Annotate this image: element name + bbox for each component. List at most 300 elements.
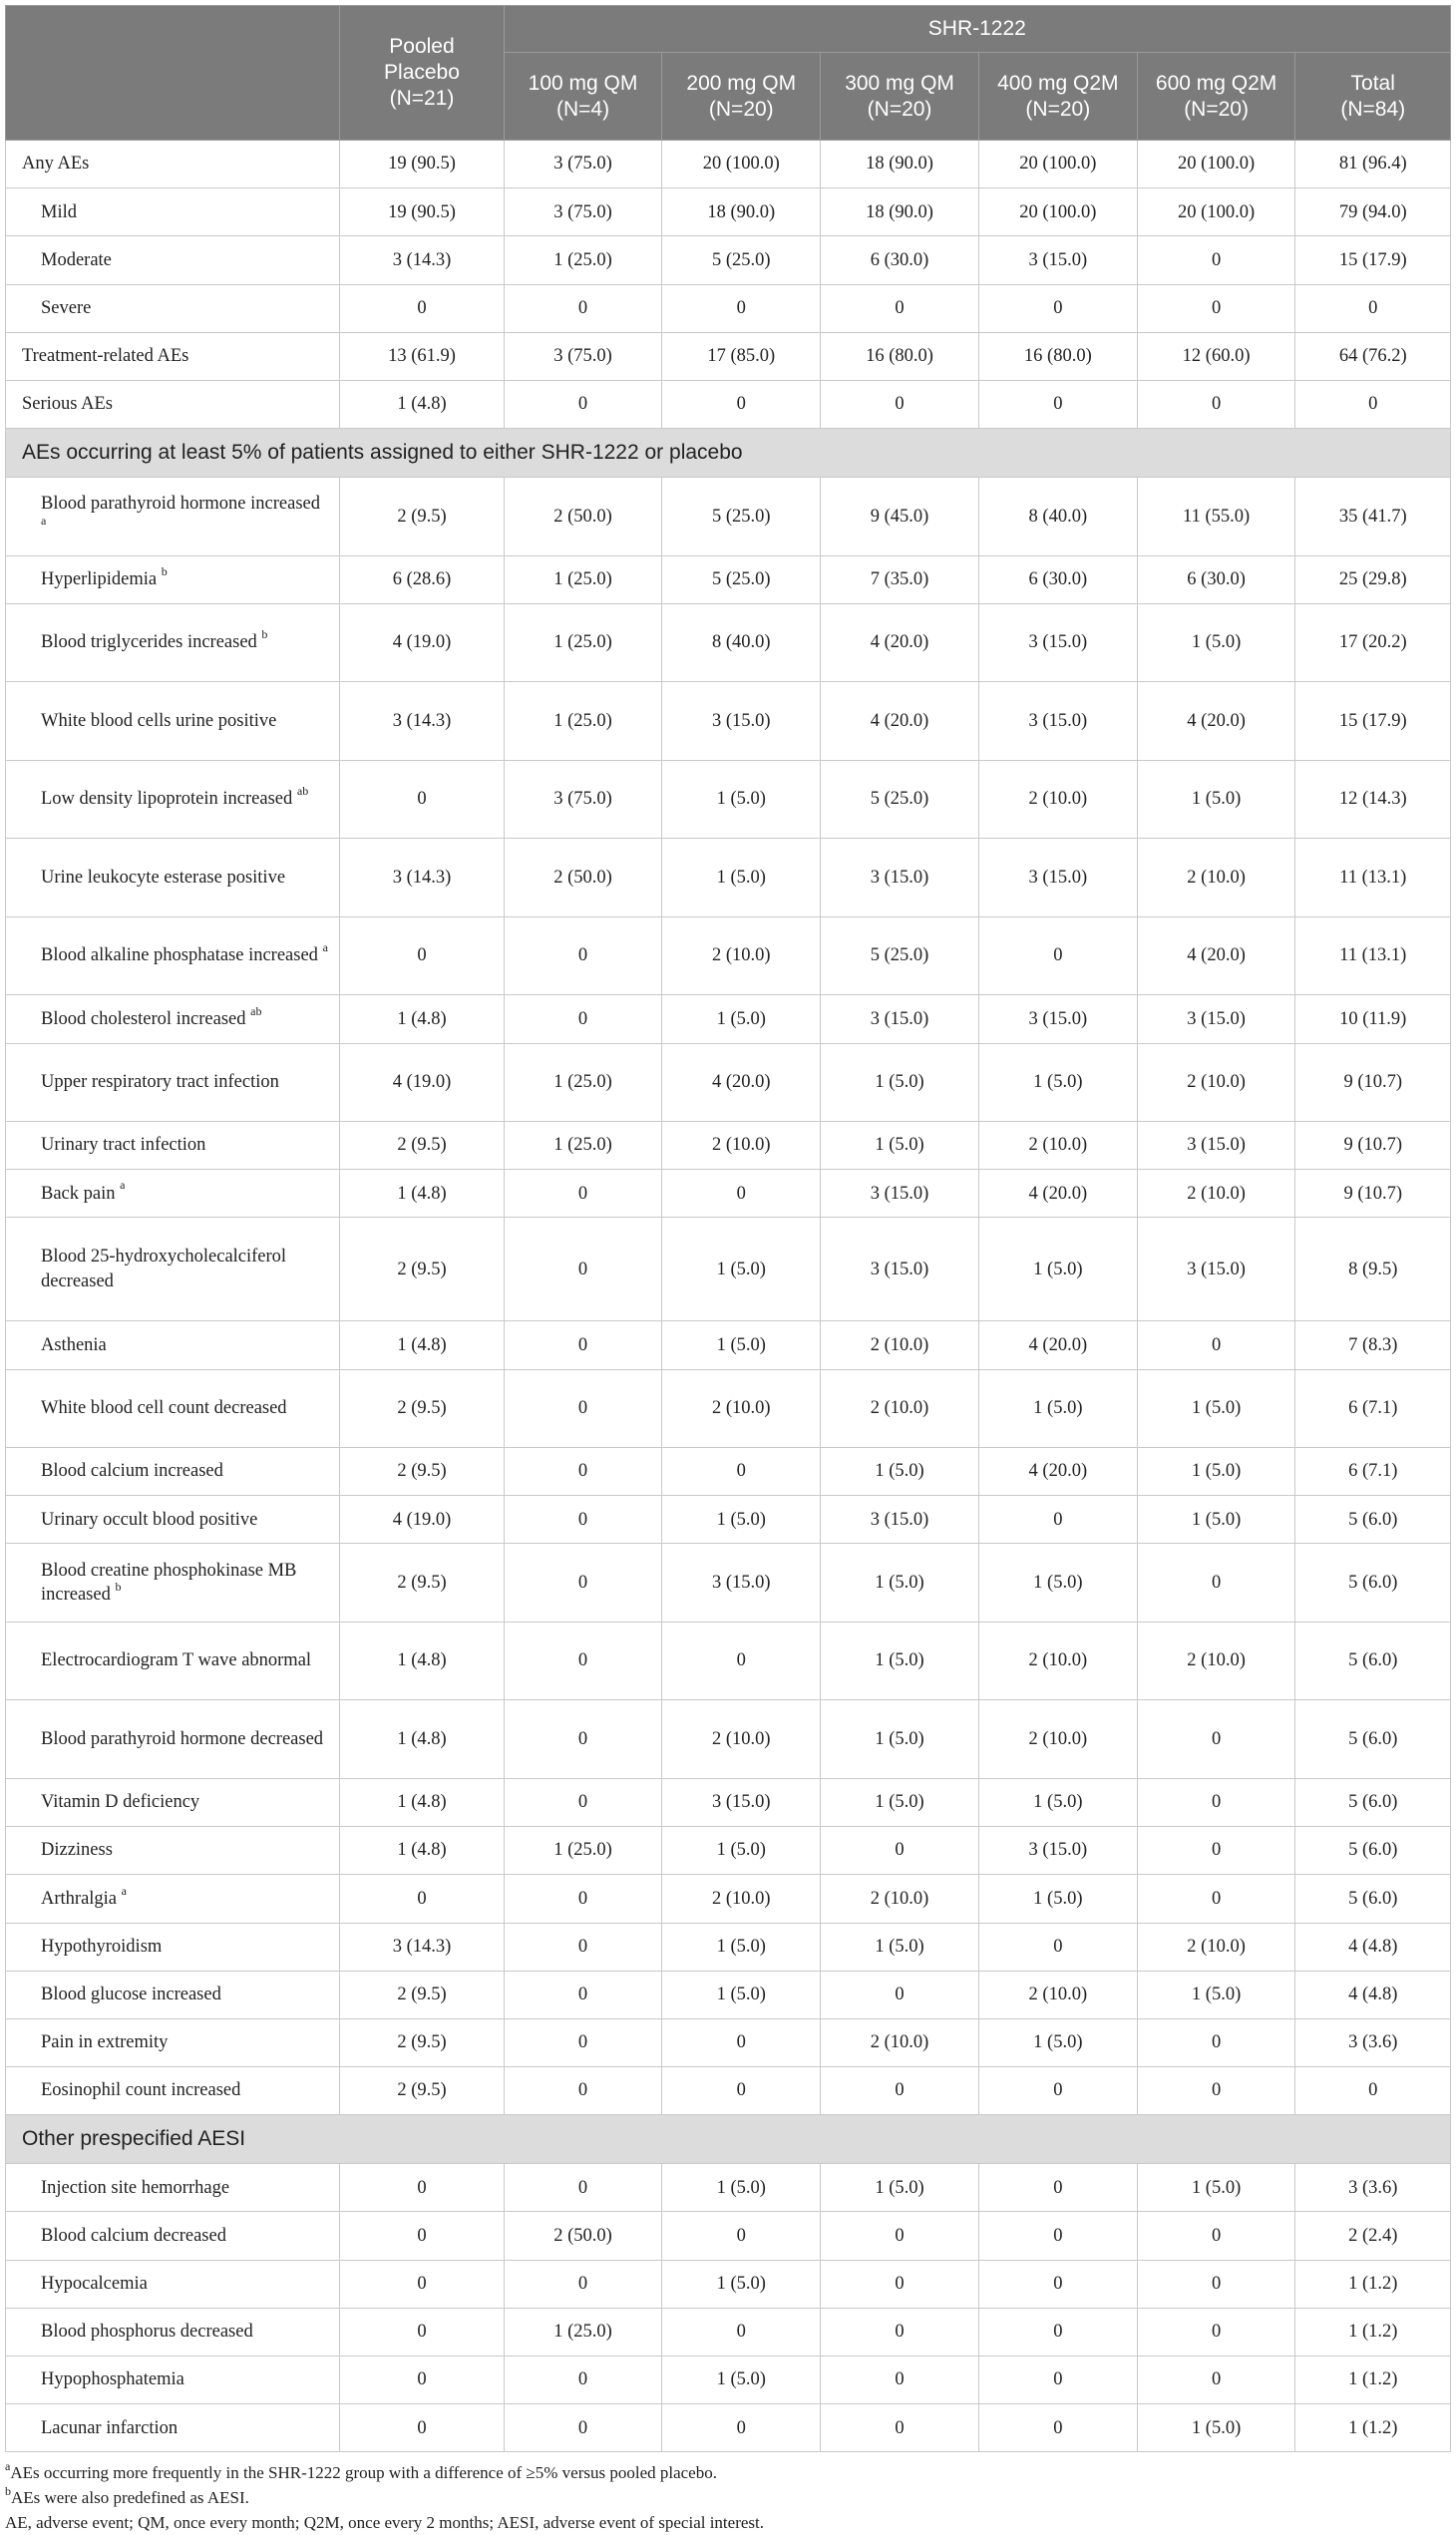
table-cell: 5 (25.0) xyxy=(821,916,979,995)
table-cell: 5 (6.0) xyxy=(1295,1544,1451,1623)
table-cell: 1 (5.0) xyxy=(821,1622,979,1700)
table-cell: 3 (15.0) xyxy=(821,1496,979,1544)
table-cell: 3 (14.3) xyxy=(340,1923,504,1971)
table-row xyxy=(6,2356,1451,2404)
table-cell: 0 xyxy=(662,2018,821,2066)
table-row xyxy=(6,236,1451,284)
row-label: Mild xyxy=(41,201,77,222)
table-cell: 1 (5.0) xyxy=(662,1321,821,1369)
table-cell: 6 (7.1) xyxy=(1295,1369,1451,1448)
table-cell: 2 (10.0) xyxy=(978,760,1137,839)
table-cell: 1 (4.8) xyxy=(340,995,504,1043)
row-label: Moderate xyxy=(41,249,112,270)
table-cell: 0 xyxy=(1137,1321,1295,1369)
table-cell: 0 xyxy=(662,2212,821,2260)
table-cell: 0 xyxy=(1137,2308,1295,2355)
header-dose-column: 400 mg Q2M (N=20) xyxy=(978,53,1137,141)
table-cell: 1 (5.0) xyxy=(1137,1971,1295,2018)
table-cell: 5 (6.0) xyxy=(1295,1827,1451,1875)
row-label: Serious AEs xyxy=(22,394,113,415)
table-cell: 12 (60.0) xyxy=(1137,332,1295,380)
row-label: Blood glucose increased xyxy=(41,1985,221,2005)
row-label-cell xyxy=(6,2018,340,2066)
table-cell: 16 (80.0) xyxy=(978,332,1137,380)
table-cell: 1 (5.0) xyxy=(662,760,821,839)
table-cell: 3 (15.0) xyxy=(662,1544,821,1623)
table-cell: 1 (5.0) xyxy=(821,1700,979,1779)
table-cell: 2 (9.5) xyxy=(340,2067,504,2115)
table-row xyxy=(6,1321,1451,1369)
table-cell: 4 (20.0) xyxy=(978,1448,1137,1496)
footnote-text: AE, adverse event; QM, once every month; Q2M, once every 2 months; AESI, adverse event of special interest. xyxy=(5,2513,764,2533)
table-row xyxy=(6,555,1451,603)
row-label-cell xyxy=(6,2356,340,2404)
row-label-cell xyxy=(6,1218,340,1321)
table-cell: 0 xyxy=(1137,1875,1295,1923)
table-cell: 0 xyxy=(821,284,979,332)
row-label-cell xyxy=(6,284,340,332)
table-row xyxy=(6,1778,1451,1826)
row-label: Hypothyroidism xyxy=(41,1936,163,1957)
table-cell: 1 (5.0) xyxy=(821,1448,979,1496)
table-cell: 0 xyxy=(340,2356,504,2404)
row-label: White blood cells urine positive xyxy=(41,710,277,731)
footnote-marker: a xyxy=(41,513,47,528)
table-cell: 0 xyxy=(504,380,662,428)
header-dose-column: Total (N=84) xyxy=(1295,53,1451,141)
row-label-cell xyxy=(6,1778,340,1826)
row-label-cell xyxy=(6,1700,340,1779)
table-cell: 15 (17.9) xyxy=(1295,236,1451,284)
table-row xyxy=(6,141,1451,188)
adverse-events-table xyxy=(5,5,1451,2452)
row-label-cell xyxy=(6,236,340,284)
table-cell: 2 (50.0) xyxy=(504,839,662,917)
table-cell: 7 (35.0) xyxy=(821,555,979,603)
table-cell: 4 (20.0) xyxy=(662,1043,821,1122)
table-cell: 5 (6.0) xyxy=(1295,1700,1451,1779)
table-cell: 0 xyxy=(1295,2067,1451,2115)
table-cell: 4 (19.0) xyxy=(340,603,504,682)
table-cell: 2 (10.0) xyxy=(821,1321,979,1369)
table-cell: 0 xyxy=(978,2356,1137,2404)
table-cell: 16 (80.0) xyxy=(821,332,979,380)
row-label-cell xyxy=(6,1170,340,1218)
table-cell: 1 (5.0) xyxy=(978,1544,1137,1623)
table-cell: 1 (1.2) xyxy=(1295,2260,1451,2308)
footnote-mark: b xyxy=(5,2483,11,2498)
row-label: Electrocardiogram T wave abnormal xyxy=(41,1650,312,1671)
table-cell: 0 xyxy=(821,2260,979,2308)
footnote-text: AEs were also predefined as AESI. xyxy=(11,2488,249,2508)
table-cell: 1 (5.0) xyxy=(1137,2404,1295,2452)
table-cell: 1 (5.0) xyxy=(1137,2164,1295,2212)
table-row xyxy=(6,1622,1451,1700)
table-cell: 0 xyxy=(504,1622,662,1700)
row-label: Any AEs xyxy=(22,154,90,175)
footnote-marker: a xyxy=(121,1883,127,1898)
table-cell: 2 (10.0) xyxy=(978,1122,1137,1170)
table-cell: 0 xyxy=(1137,2067,1295,2115)
table-row xyxy=(6,1971,1451,2018)
table-cell: 3 (15.0) xyxy=(821,995,979,1043)
table-cell: 20 (100.0) xyxy=(978,141,1137,188)
table-cell: 11 (13.1) xyxy=(1295,839,1451,917)
row-label: Blood calcium increased xyxy=(41,1461,223,1482)
table-row xyxy=(6,1369,1451,1448)
table-row xyxy=(6,2067,1451,2115)
table-cell: 1 (5.0) xyxy=(1137,1496,1295,1544)
table-cell: 1 (5.0) xyxy=(821,1778,979,1826)
table-cell: 5 (6.0) xyxy=(1295,1778,1451,1826)
table-cell: 0 xyxy=(1137,2212,1295,2260)
table-cell: 15 (17.9) xyxy=(1295,682,1451,761)
row-label: Lacunar infarction xyxy=(41,2417,179,2438)
table-cell: 1 (5.0) xyxy=(662,1923,821,1971)
table-cell: 0 xyxy=(1137,284,1295,332)
table-row xyxy=(6,603,1451,682)
table-cell: 1 (4.8) xyxy=(340,1778,504,1826)
table-cell: 1 (5.0) xyxy=(821,1122,979,1170)
footnote-marker: ab xyxy=(250,1003,262,1018)
table-cell: 2 (10.0) xyxy=(1137,839,1295,917)
row-label-cell xyxy=(6,916,340,995)
table-cell: 0 xyxy=(821,2067,979,2115)
table-cell: 0 xyxy=(1137,1700,1295,1779)
table-row xyxy=(6,1923,1451,1971)
table-cell: 3 (15.0) xyxy=(662,682,821,761)
table-cell: 0 xyxy=(340,2164,504,2212)
table-cell: 0 xyxy=(662,1622,821,1700)
table-cell: 79 (94.0) xyxy=(1295,188,1451,236)
table-cell: 0 xyxy=(504,995,662,1043)
header-pooled-placebo: Pooled Placebo (N=21) xyxy=(340,6,504,141)
row-label: Dizziness xyxy=(41,1840,113,1861)
row-label-cell xyxy=(6,1369,340,1448)
table-cell: 4 (4.8) xyxy=(1295,1923,1451,1971)
table-cell: 0 xyxy=(1295,380,1451,428)
row-label-cell xyxy=(6,1971,340,2018)
table-row xyxy=(6,995,1451,1043)
row-label: Injection site hemorrhage xyxy=(41,2177,230,2198)
table-cell: 3 (3.6) xyxy=(1295,2164,1451,2212)
table-cell: 0 xyxy=(340,2212,504,2260)
row-label: Blood creatine phosphokinase MB increased xyxy=(41,1560,297,1606)
table-cell: 0 xyxy=(504,284,662,332)
table-cell: 3 (15.0) xyxy=(821,1218,979,1321)
table-cell: 5 (6.0) xyxy=(1295,1496,1451,1544)
row-label: Vitamin D deficiency xyxy=(41,1792,200,1813)
row-label-cell xyxy=(6,2067,340,2115)
row-label: Blood triglycerides increased xyxy=(41,632,257,653)
table-cell: 0 xyxy=(340,2404,504,2452)
table-cell: 17 (85.0) xyxy=(662,332,821,380)
table-cell: 5 (25.0) xyxy=(821,760,979,839)
row-label: Hyperlipidemia xyxy=(41,568,158,589)
table-cell: 5 (25.0) xyxy=(662,555,821,603)
table-cell: 9 (45.0) xyxy=(821,478,979,556)
table-cell: 0 xyxy=(662,1448,821,1496)
row-label-cell xyxy=(6,1496,340,1544)
table-cell: 3 (15.0) xyxy=(978,603,1137,682)
table-cell: 1 (25.0) xyxy=(504,682,662,761)
table-cell: 1 (25.0) xyxy=(504,1122,662,1170)
table-cell: 2 (10.0) xyxy=(821,1875,979,1923)
table-cell: 0 xyxy=(340,2308,504,2355)
table-cell: 9 (10.7) xyxy=(1295,1043,1451,1122)
table-cell: 11 (13.1) xyxy=(1295,916,1451,995)
footnote-marker: a xyxy=(322,940,328,955)
table-cell: 3 (15.0) xyxy=(1137,1122,1295,1170)
table-row xyxy=(6,2260,1451,2308)
row-label-cell xyxy=(6,1043,340,1122)
row-label-cell xyxy=(6,1622,340,1700)
table-cell: 2 (10.0) xyxy=(978,1700,1137,1779)
table-cell: 0 xyxy=(504,2356,662,2404)
table-row xyxy=(6,839,1451,917)
table-cell: 9 (10.7) xyxy=(1295,1122,1451,1170)
table-cell: 1 (25.0) xyxy=(504,2308,662,2355)
table-row xyxy=(6,1827,1451,1875)
table-cell: 5 (6.0) xyxy=(1295,1875,1451,1923)
table-row xyxy=(6,2164,1451,2212)
table-cell: 3 (15.0) xyxy=(978,1827,1137,1875)
table-cell: 1 (5.0) xyxy=(821,2164,979,2212)
row-label: White blood cell count decreased xyxy=(41,1398,287,1419)
table-cell: 4 (20.0) xyxy=(821,682,979,761)
table-row xyxy=(6,284,1451,332)
table-cell: 6 (28.6) xyxy=(340,555,504,603)
table-cell: 1 (25.0) xyxy=(504,236,662,284)
row-label-cell xyxy=(6,141,340,188)
table-cell: 1 (5.0) xyxy=(1137,1369,1295,1448)
table-cell: 20 (100.0) xyxy=(662,141,821,188)
table-cell: 0 xyxy=(504,1971,662,2018)
table-row xyxy=(6,1544,1451,1623)
table-cell: 0 xyxy=(340,760,504,839)
table-cell: 0 xyxy=(978,284,1137,332)
table-row xyxy=(6,2018,1451,2066)
table-cell: 0 xyxy=(504,1448,662,1496)
table-cell: 0 xyxy=(821,2212,979,2260)
row-label: Urinary tract infection xyxy=(41,1135,206,1156)
table-cell: 35 (41.7) xyxy=(1295,478,1451,556)
table-cell: 2 (10.0) xyxy=(978,1622,1137,1700)
table-cell: 3 (14.3) xyxy=(340,682,504,761)
table-cell: 2 (10.0) xyxy=(662,1875,821,1923)
header-row-label xyxy=(6,6,340,141)
table-cell: 17 (20.2) xyxy=(1295,603,1451,682)
table-cell: 0 xyxy=(504,916,662,995)
table-cell: 81 (96.4) xyxy=(1295,141,1451,188)
table-cell: 0 xyxy=(340,2260,504,2308)
table-cell: 0 xyxy=(662,284,821,332)
table-cell: 0 xyxy=(821,1971,979,2018)
footnote-marker: b xyxy=(115,1580,122,1595)
table-cell: 4 (4.8) xyxy=(1295,1971,1451,2018)
table-header xyxy=(6,6,1451,141)
table-row xyxy=(6,2212,1451,2260)
section-label: Other prespecified AESI xyxy=(6,2115,1451,2164)
row-label-cell xyxy=(6,603,340,682)
table-cell: 8 (9.5) xyxy=(1295,1218,1451,1321)
table-row xyxy=(6,916,1451,995)
table-cell: 0 xyxy=(978,2164,1137,2212)
table-cell: 2 (10.0) xyxy=(978,1971,1137,2018)
row-label-cell xyxy=(6,1875,340,1923)
row-label-cell xyxy=(6,2260,340,2308)
table-cell: 0 xyxy=(978,2404,1137,2452)
table-cell: 1 (5.0) xyxy=(662,2164,821,2212)
table-cell: 2 (2.4) xyxy=(1295,2212,1451,2260)
table-cell: 18 (90.0) xyxy=(662,188,821,236)
row-label-cell xyxy=(6,380,340,428)
table-cell: 0 xyxy=(1137,236,1295,284)
row-label: Blood parathyroid hormone decreased xyxy=(41,1728,324,1749)
table-cell: 2 (10.0) xyxy=(1137,1170,1295,1218)
table-row xyxy=(6,1043,1451,1122)
table-row xyxy=(6,1122,1451,1170)
table-cell: 25 (29.8) xyxy=(1295,555,1451,603)
table-cell: 1 (25.0) xyxy=(504,603,662,682)
table-row xyxy=(6,1448,1451,1496)
table-cell: 0 xyxy=(978,2212,1137,2260)
row-label: Eosinophil count increased xyxy=(41,2080,241,2101)
table-cell: 3 (15.0) xyxy=(978,682,1137,761)
table-cell: 20 (100.0) xyxy=(1137,141,1295,188)
table-row xyxy=(6,188,1451,236)
table-cell: 0 xyxy=(821,380,979,428)
table-cell: 0 xyxy=(1137,1827,1295,1875)
table-cell: 5 (25.0) xyxy=(662,478,821,556)
table-cell: 0 xyxy=(1137,1778,1295,1826)
header-dose-column: 200 mg QM (N=20) xyxy=(662,53,821,141)
row-label-cell xyxy=(6,995,340,1043)
table-cell: 1 (5.0) xyxy=(662,2260,821,2308)
table-cell: 11 (55.0) xyxy=(1137,478,1295,556)
table-cell: 3 (15.0) xyxy=(1137,1218,1295,1321)
table-cell: 0 xyxy=(504,2404,662,2452)
table-cell: 18 (90.0) xyxy=(821,141,979,188)
table-cell: 0 xyxy=(1137,2260,1295,2308)
table-cell: 3 (75.0) xyxy=(504,188,662,236)
table-cell: 1 (5.0) xyxy=(662,839,821,917)
table-cell: 0 xyxy=(504,1544,662,1623)
table-cell: 0 xyxy=(504,1369,662,1448)
table-row xyxy=(6,1700,1451,1779)
table-cell: 1 (5.0) xyxy=(821,1544,979,1623)
row-label-cell xyxy=(6,1827,340,1875)
table-row xyxy=(6,682,1451,761)
table-cell: 1 (5.0) xyxy=(978,1369,1137,1448)
table-cell: 64 (76.2) xyxy=(1295,332,1451,380)
table-cell: 2 (50.0) xyxy=(504,2212,662,2260)
table-cell: 9 (10.7) xyxy=(1295,1170,1451,1218)
table-cell: 3 (15.0) xyxy=(978,236,1137,284)
table-cell: 20 (100.0) xyxy=(1137,188,1295,236)
table-cell: 0 xyxy=(978,2067,1137,2115)
table-cell: 7 (8.3) xyxy=(1295,1321,1451,1369)
table-cell: 1 (25.0) xyxy=(504,555,662,603)
table-row xyxy=(6,1170,1451,1218)
table-row xyxy=(6,1496,1451,1544)
row-label-cell xyxy=(6,2164,340,2212)
table-cell: 0 xyxy=(504,2067,662,2115)
row-label: Hypophosphatemia xyxy=(41,2369,184,2390)
table-cell: 0 xyxy=(978,916,1137,995)
table-cell: 2 (10.0) xyxy=(662,1122,821,1170)
table-cell: 0 xyxy=(978,1496,1137,1544)
section-header-row xyxy=(6,429,1451,478)
footnote xyxy=(5,2510,1451,2535)
table-cell: 0 xyxy=(504,1923,662,1971)
footnote-marker: ab xyxy=(296,784,309,799)
table-cell: 2 (10.0) xyxy=(662,916,821,995)
table-body xyxy=(6,141,1451,2452)
table-cell: 6 (30.0) xyxy=(978,555,1137,603)
row-label: Treatment-related AEs xyxy=(22,346,189,367)
table-cell: 1 (5.0) xyxy=(978,1875,1137,1923)
section-header-row xyxy=(6,2115,1451,2164)
document xyxy=(5,5,1451,2535)
footnote-mark: a xyxy=(5,2458,11,2473)
table-row xyxy=(6,760,1451,839)
table-cell: 4 (20.0) xyxy=(821,603,979,682)
table-cell: 2 (9.5) xyxy=(340,1448,504,1496)
row-label-cell xyxy=(6,1122,340,1170)
table-cell: 0 xyxy=(821,1827,979,1875)
table-cell: 2 (9.5) xyxy=(340,1369,504,1448)
table-cell: 1 (5.0) xyxy=(821,1043,979,1122)
table-row xyxy=(6,2404,1451,2452)
table-cell: 4 (19.0) xyxy=(340,1496,504,1544)
row-label: Blood 25-hydroxycholecalciferol decreased xyxy=(41,1247,287,1291)
row-label: Blood calcium decreased xyxy=(41,2225,226,2246)
table-cell: 3 (15.0) xyxy=(978,839,1137,917)
table-cell: 1 (5.0) xyxy=(978,2018,1137,2066)
table-cell: 0 xyxy=(662,1170,821,1218)
table-cell: 0 xyxy=(340,916,504,995)
table-cell: 0 xyxy=(662,2404,821,2452)
table-cell: 3 (75.0) xyxy=(504,332,662,380)
table-row xyxy=(6,380,1451,428)
table-cell: 1 (5.0) xyxy=(662,2356,821,2404)
row-label: Asthenia xyxy=(41,1334,107,1355)
table-row xyxy=(6,1218,1451,1321)
table-cell: 0 xyxy=(978,1923,1137,1971)
row-label-cell xyxy=(6,1448,340,1496)
row-label: Urinary occult blood positive xyxy=(41,1509,258,1530)
table-cell: 1 (25.0) xyxy=(504,1827,662,1875)
footnote-marker: b xyxy=(261,627,268,642)
table-cell: 2 (9.5) xyxy=(340,478,504,556)
table-cell: 0 xyxy=(1137,380,1295,428)
table-cell: 3 (75.0) xyxy=(504,760,662,839)
footnote-marker: b xyxy=(161,563,168,578)
table-cell: 12 (14.3) xyxy=(1295,760,1451,839)
table-cell: 6 (30.0) xyxy=(821,236,979,284)
table-cell: 1 (4.8) xyxy=(340,1170,504,1218)
table-cell: 3 (75.0) xyxy=(504,141,662,188)
table-cell: 1 (1.2) xyxy=(1295,2404,1451,2452)
row-label-cell xyxy=(6,760,340,839)
table-cell: 1 (1.2) xyxy=(1295,2308,1451,2355)
table-cell: 0 xyxy=(504,2018,662,2066)
table-cell: 0 xyxy=(504,1875,662,1923)
row-label-cell xyxy=(6,2212,340,2260)
table-cell: 4 (20.0) xyxy=(1137,916,1295,995)
table-row xyxy=(6,478,1451,556)
